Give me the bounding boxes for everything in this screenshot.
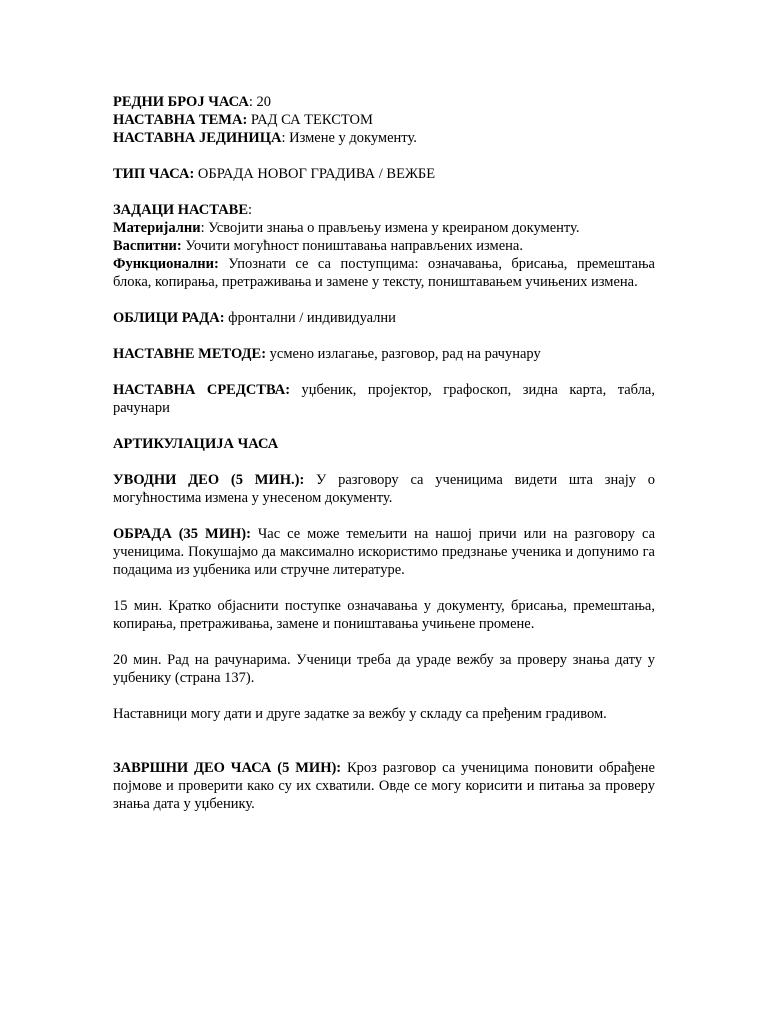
material-task xyxy=(113,219,655,237)
methods-label: НАСТАВНЕ МЕТОДЕ: xyxy=(113,346,267,362)
final-label: ЗАВРШНИ ДЕО ЧАСА (5 МИН): xyxy=(113,760,342,776)
functional-task xyxy=(113,255,655,291)
document-body xyxy=(113,93,655,813)
final-paragraph xyxy=(113,759,655,813)
resources-line xyxy=(113,381,655,417)
material-task-label: Материјални xyxy=(113,220,201,236)
topic-label: НАСТАВНА ТЕМА: xyxy=(113,112,248,128)
resources-value: уџбеник, пројектор, графоскоп, зидна карта, табла, рачунари xyxy=(113,382,655,416)
lesson-type-value: ОБРАДА НОВОГ ГРАДИВА / ВЕЖБЕ xyxy=(194,166,436,182)
intro-label: УВОДНИ ДЕО (5 МИН.): xyxy=(113,472,305,488)
main-part-paragraph xyxy=(113,525,655,579)
unit-line xyxy=(113,129,655,147)
main-part-value: Час се може темељити на нашој причи или на разговору са ученицима. Покушајмо да максимално искористимо предзнање ученика и допунимо га подацима из уџбеника или стручне литературе. xyxy=(113,526,656,578)
main-part-step-1: 15 мин. Кратко објаснити поступке означавања у документу, брисања, премештања, копирања, претраживања, замене и поништавања учињене промене. xyxy=(113,598,655,632)
intro-paragraph xyxy=(113,471,655,507)
final-value: Кроз разговор са ученицима поновити обрађене појмове и проверити како су их схватили. Овде се могу корисити и питања за проверу знања дата у уџбенику. xyxy=(113,760,655,812)
work-forms-value: фронтални / индивидуални xyxy=(224,310,396,326)
articulation-heading xyxy=(113,435,655,453)
tasks-heading xyxy=(113,201,655,219)
intro-value: У разговору са ученицима видети шта знају о могућностима измена у унесеном документу. xyxy=(113,472,656,506)
functional-task-label: Функционални: xyxy=(113,256,219,272)
lesson-number-value: : 20 xyxy=(248,94,271,110)
main-part-step-2: 20 мин. Рад на рачунарима. Ученици треба да ураде вежбу за проверу знања дату у уџбенику (страна 137). xyxy=(113,652,655,686)
unit-label: НАСТАВНА ЈЕДИНИЦА xyxy=(113,130,282,146)
lesson-type-line xyxy=(113,165,655,183)
methods-line xyxy=(113,345,655,363)
material-task-value: : Усвојити знања о прављењу измена у креираном документу. xyxy=(200,220,580,236)
unit-value: : Измене у документу. xyxy=(281,130,417,146)
topic-line xyxy=(113,111,655,129)
lesson-number-label: РЕДНИ БРОЈ ЧАСА xyxy=(113,94,249,110)
lesson-number-line xyxy=(113,93,655,111)
work-forms-label: ОБЛИЦИ РАДА: xyxy=(113,310,225,326)
methods-value: усмено излагање, разговор, рад на рачунару xyxy=(266,346,541,362)
functional-task-value: Упознати се са поступцима: означавања, брисања, премештања блока, копирања, претраживања и замене у тексту, поништавањем учињених измена. xyxy=(113,256,655,290)
topic-value: РАД СА ТЕКСТОМ xyxy=(247,112,373,128)
articulation-heading-label: АРТИКУЛАЦИЈА ЧАСА xyxy=(113,436,279,452)
main-part-label: ОБРАДА (35 МИН): xyxy=(113,526,251,542)
main-part-note: Наставници могу дати и друге задатке за вежбу у складу са пређеним градивом. xyxy=(113,706,607,722)
tasks-heading-colon: : xyxy=(248,202,253,218)
educational-task xyxy=(113,237,655,255)
work-forms-line xyxy=(113,309,655,327)
educational-task-label: Васпитни: xyxy=(113,238,182,254)
educational-task-value: Уочити могућност поништавања направљених измена. xyxy=(181,238,523,254)
lesson-type-label: ТИП ЧАСА: xyxy=(113,166,195,182)
resources-label: НАСТАВНА СРЕДСТВА: xyxy=(113,382,291,398)
tasks-heading-label: ЗАДАЦИ НАСТАВЕ xyxy=(113,202,249,218)
